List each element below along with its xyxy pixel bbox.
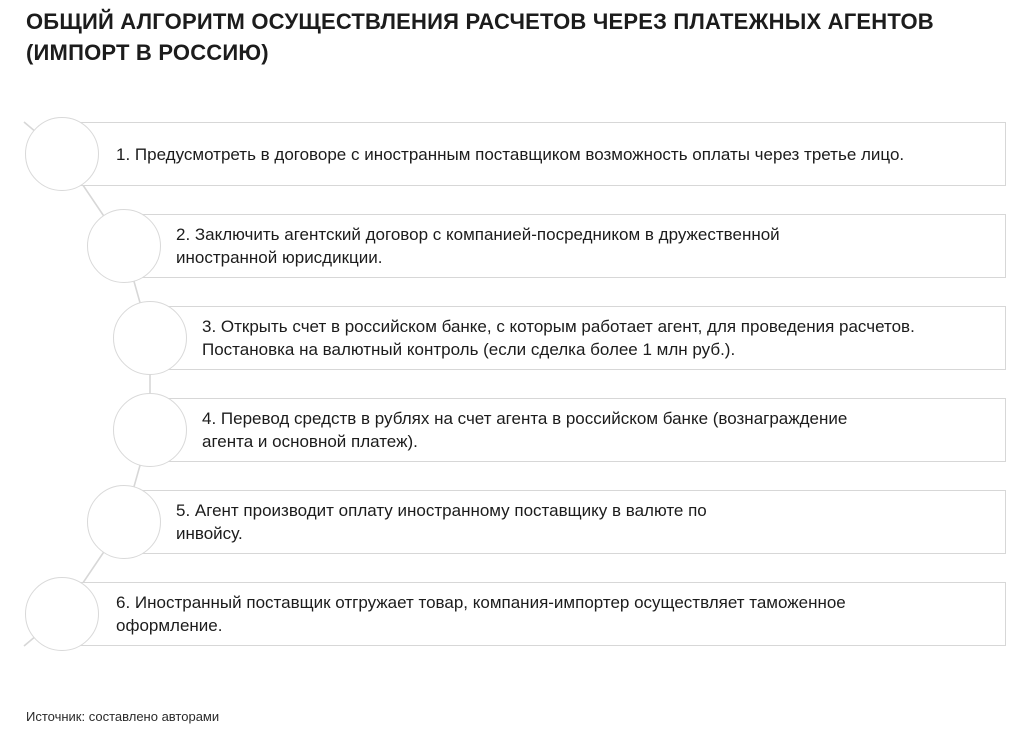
step-circle bbox=[25, 117, 99, 191]
diagram-title: ОБЩИЙ АЛГОРИТМ ОСУЩЕСТВЛЕНИЯ РАСЧЕТОВ ЧЕРЕЗ ПЛАТЕЖНЫХ АГЕНТОВ (ИМПОРТ В РОССИЮ) bbox=[26, 9, 934, 65]
step-box bbox=[150, 306, 1006, 370]
step-box bbox=[124, 490, 1006, 554]
step-text: 2. Заключить агентский договор с компанией-посредником в дружественной иностранной юрисдикции. bbox=[176, 225, 780, 267]
step-box bbox=[150, 398, 1006, 462]
step-text: 1. Предусмотреть в договоре с иностранным поставщиком возможность оплаты через третье лицо. bbox=[116, 144, 905, 164]
step-box bbox=[62, 122, 1006, 186]
step-circle bbox=[87, 485, 161, 559]
step-circle bbox=[25, 577, 99, 651]
step-text: 4. Перевод средств в рублях на счет агента в российском банке (вознаграждение агента и основной платеж). bbox=[202, 409, 848, 451]
step-text: 3. Открыть счет в российском банке, с которым работает агент, для проведения расчетов. Постановка на валютный контроль (если сделка более 1 млн руб.). bbox=[202, 317, 915, 359]
step-circle bbox=[113, 301, 187, 375]
step-text: 6. Иностранный поставщик отгружает товар, компания-импортер осуществляет таможенное оформление. bbox=[116, 593, 846, 635]
step-box bbox=[124, 214, 1006, 278]
step-circle bbox=[113, 393, 187, 467]
step-text: 5. Агент производит оплату иностранному поставщику в валюте по инвойсу. bbox=[176, 501, 707, 543]
source-note: Источник: составлено авторами bbox=[26, 709, 220, 724]
timeline-curve bbox=[24, 122, 150, 646]
step-circle bbox=[87, 209, 161, 283]
step-box bbox=[62, 582, 1006, 646]
